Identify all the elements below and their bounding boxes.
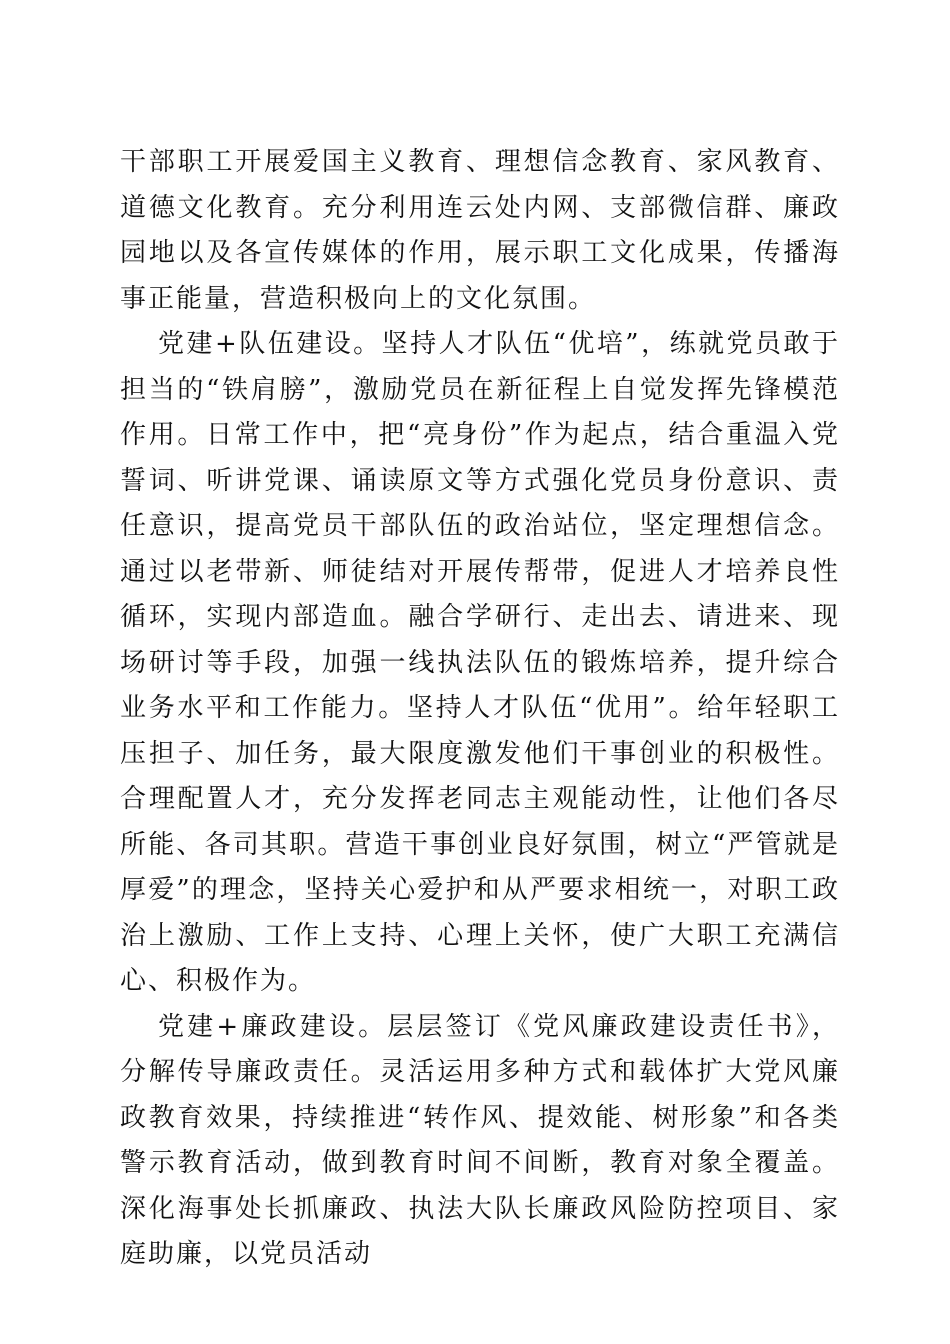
- paragraph-culture-education: 干部职工开展爱国主义教育、理想信念教育、家风教育、道德文化教育。充分利用连云处内网、支部微信群、廉政园地以及各宣传媒体的作用，展示职工文化成果，传播海事正能量，营造积极向上的文化氛围。: [120, 147, 840, 314]
- paragraph-team-building: 党建+队伍建设。坚持人才队伍“优培”，练就党员敢于担当的“铁肩膀”，激励党员在新征程上自觉发挥先锋模范作用。日常工作中，把“亮身份”作为起点，结合重温入党誓词、听讲党课、诵读原文等方式强化党员身份意识、责任意识，提高党员干部队伍的政治站位，坚定理想信念。通过以老带新、师徒结对开展传帮带，促进人才培养良性循环，实现内部造血。融合学研行、走出去、请进来、现场研讨等手段，加强一线执法队伍的锻炼培养，提升综合业务水平和工作能力。坚持人才队伍“优用”。给年轻职工压担子、加任务，最大限度激发他们干事创业的积极性。合理配置人才，充分发挥老同志主观能动性，让他们各尽所能、各司其职。营造干事创业良好氛围，树立“严管就是厚爱”的理念，坚持关心爱护和从严要求相统一，对职工政治上激励、工作上支持、心理上关怀，使广大职工充满信心、积极作为。: [120, 329, 840, 996]
- document-body: [120, 140, 840, 1278]
- paragraph-integrity-building: 党建+廉政建设。层层签订《党风廉政建设责任书》，分解传导廉政责任。灵活运用多种方式和载体扩大党风廉政教育效果，持续推进“转作风、提效能、树形象”和各类警示教育活动，做到教育时间不间断，教育对象全覆盖。深化海事处长抓廉政、执法大队长廉政风险防控项目、家庭助廉，以党员活动: [120, 1011, 840, 1269]
